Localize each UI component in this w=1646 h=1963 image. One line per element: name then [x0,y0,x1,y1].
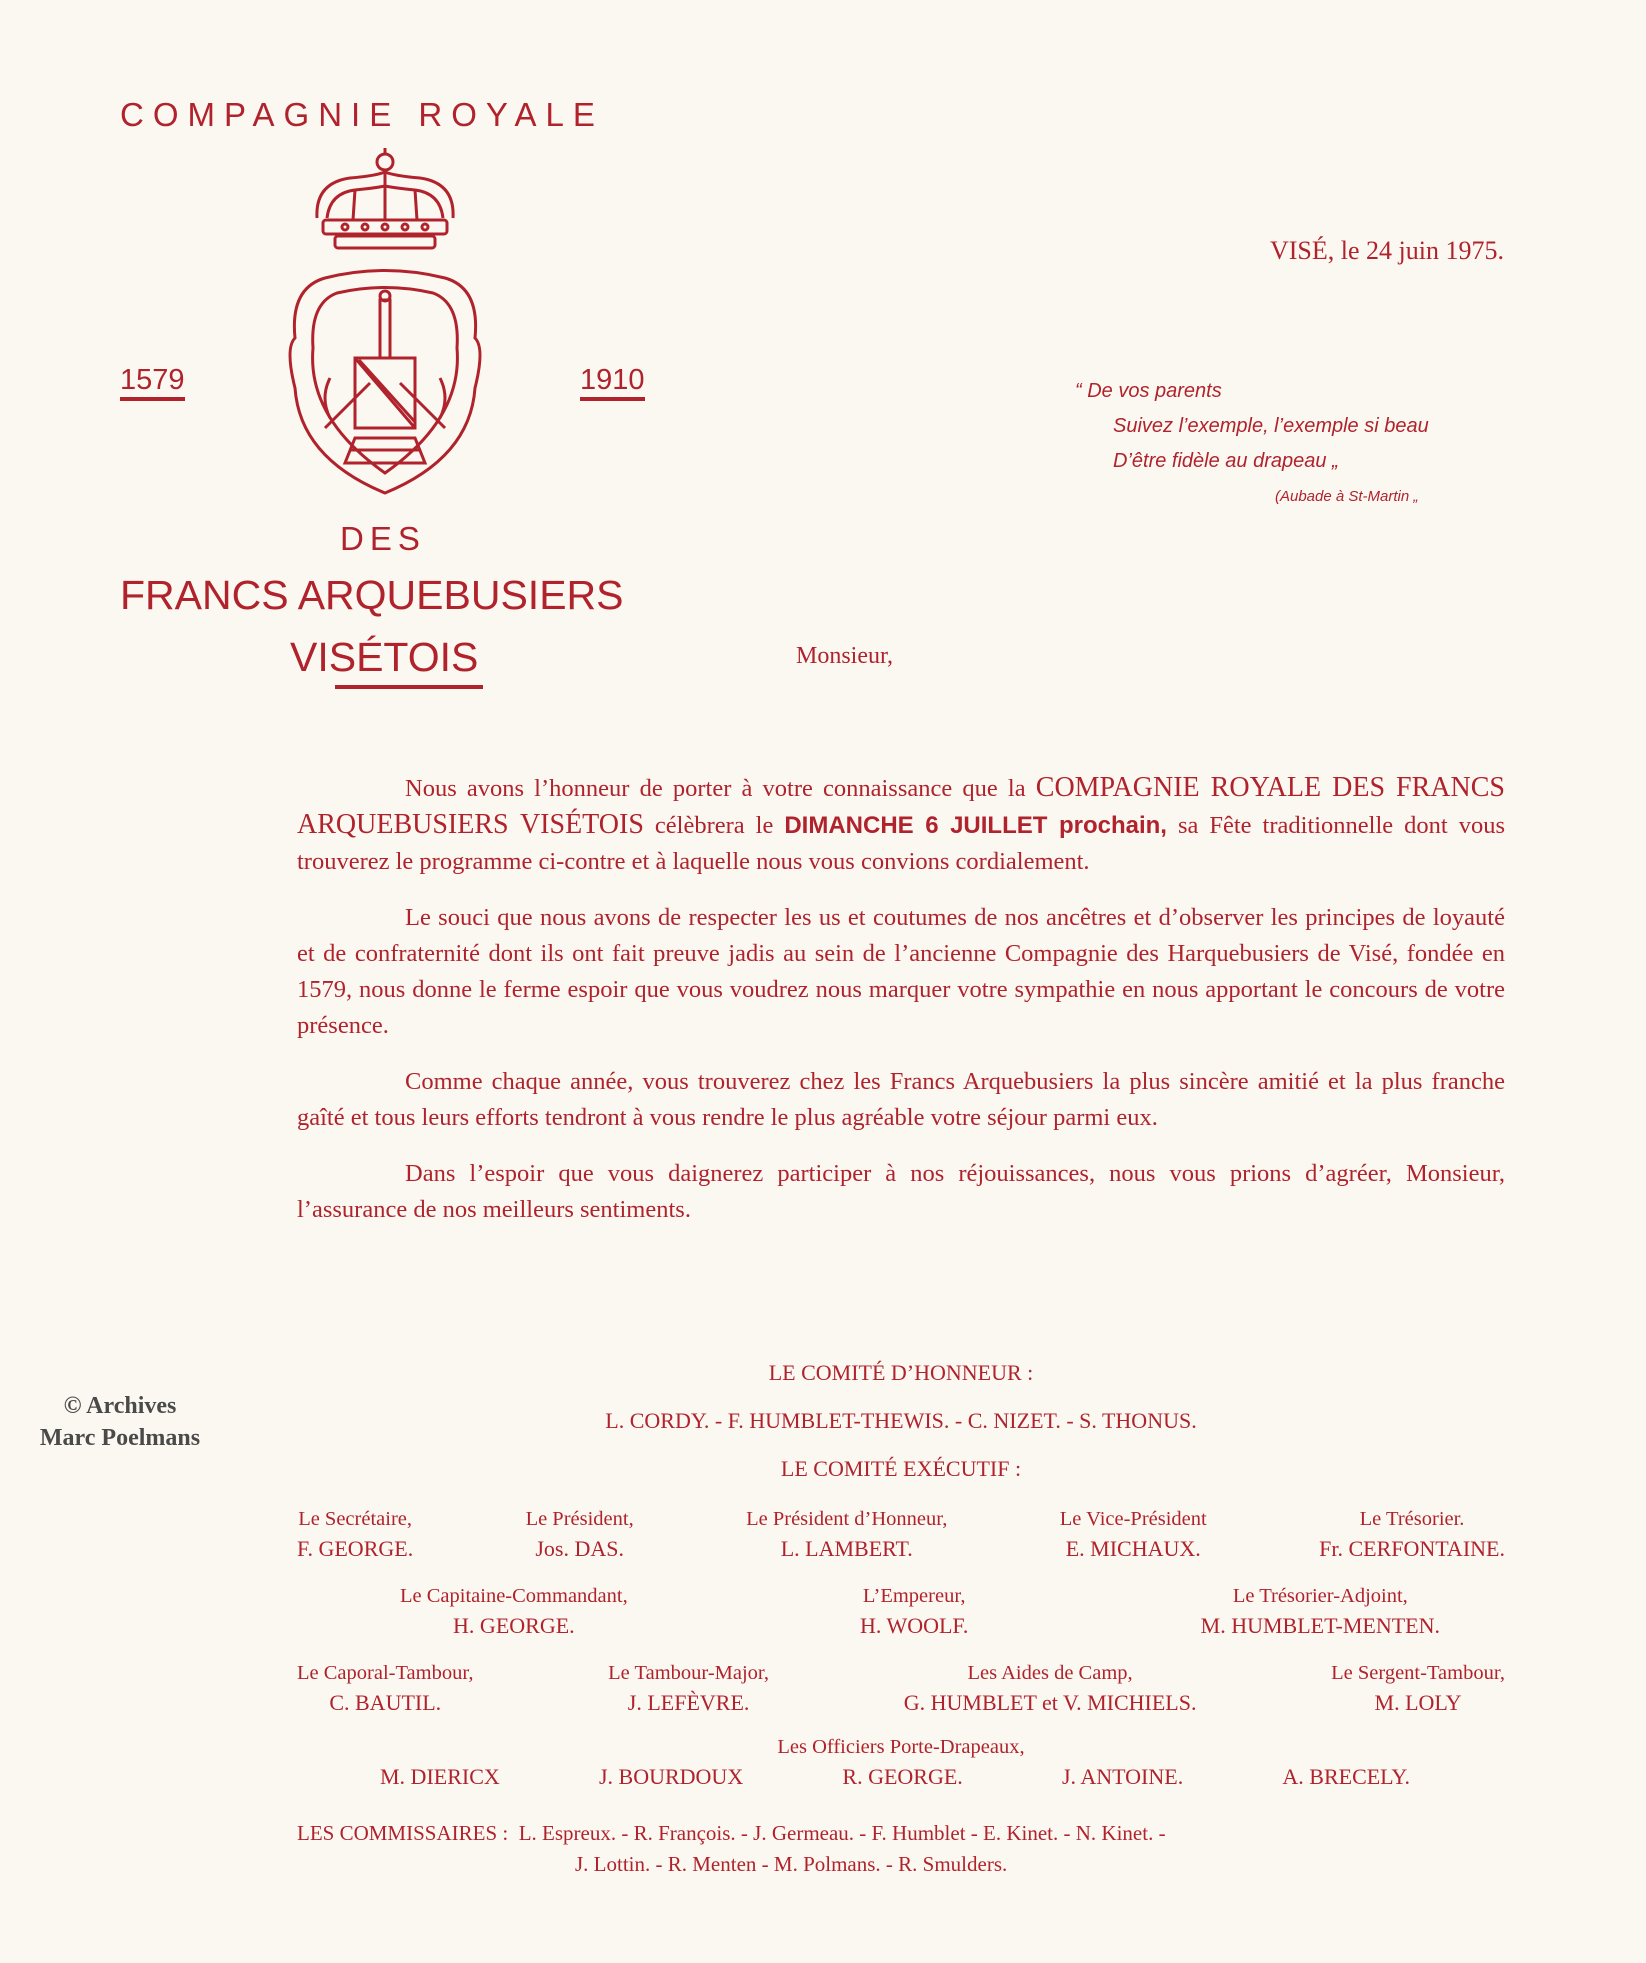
flag-officers-title: Les Officiers Porte-Drapeaux, [777,1736,1025,1758]
p1-company-name: COMPAGNIE ROYALE DES FRANCS ARQUEBUSIERS VISÉTOIS [297,772,1505,840]
member-name: H. WOOLF. [859,1613,969,1638]
honour-committee-title: LE COMITÉ D’HONNEUR : [768,1360,1034,1385]
flag-officer-name: R. GEORGE. [842,1764,963,1789]
commissioners-block [297,1818,1166,1880]
p1-celebrera: célèbrera le [654,812,774,839]
crown-emblem [305,148,465,263]
commissioners-names-1: L. Espreux. - R. François. - J. Germeau. - F. Humblet - E. Kinet. - N. Kinet. - [518,1821,1166,1845]
member-role: Les Aides de Camp, [967,1662,1133,1684]
member-name: J. LEFÈVRE. [627,1690,750,1715]
visetois-underline [335,685,483,689]
letter-body [297,770,1505,1248]
commissioners-line-2: J. Lottin. - R. Menten - M. Polmans. - R. Smulders. [575,1852,1008,1876]
member-name: F. GEORGE. [297,1536,414,1561]
p1-conclusion: sa Fête traditionnelle dont vous trouverez le programme ci-contre et à laquelle nous vous convions cordialement. [297,812,1506,875]
member-role: Le Sergent-Tambour, [1331,1662,1505,1684]
executive-row-2 [400,1582,1440,1640]
flag-officer-name: A. BRECELY. [1282,1764,1410,1789]
member-name: E. MICHAUX. [1065,1536,1201,1561]
member-role: Le Secrétaire, [298,1508,412,1530]
member-name: Jos. DAS. [535,1536,624,1561]
quote-line-3: D’être fidèle au drapeau „ [1113,450,1339,472]
year-left-label: 1579 [120,364,185,396]
member-aides-de-camp [904,1659,1197,1717]
member-name: M. LOLY [1374,1690,1462,1715]
commissioners-line-1 [297,1818,1166,1849]
flag-officers-names [380,1764,1410,1790]
letter-date: VISÉ, le 24 juin 1975. [1270,236,1504,265]
member-president [526,1505,634,1563]
member-captain [400,1582,628,1640]
flag-officer-name: J. ANTOINE. [1061,1764,1184,1789]
honour-committee-names: L. CORDY. - F. HUMBLET-THEWIS. - C. NIZET. - S. THONUS. [605,1408,1197,1433]
member-drum-major [608,1659,769,1717]
member-name: G. HUMBLET et V. MICHIELS. [903,1690,1197,1715]
letterhead-visetois-text: VISÉTOIS [290,634,479,680]
executive-row-1 [297,1505,1505,1563]
member-role: L’Empereur, [862,1585,966,1607]
member-assistant-treasurer [1201,1582,1440,1640]
member-name: C. BAUTIL. [329,1690,442,1715]
member-emperor [860,1582,968,1640]
coat-of-arms-shield [285,268,485,498]
quote-line-1: “ De vos parents [1075,380,1222,402]
member-treasurer [1319,1505,1505,1563]
member-secretary [297,1505,413,1563]
epigraph-quote [1075,374,1429,514]
paragraph-3: Comme chaque année, vous trouverez chez les Francs Arquebusiers la plus sincère amitié et la plus franche gaîté et tous leurs efforts tendront à vous rendre le plus agréable votre séjour parmi eux. [297,1068,1505,1131]
quote-line-2: Suivez l’exemple, l’exemple si beau [1113,415,1429,437]
member-vice-president [1060,1505,1207,1563]
refounding-year [580,364,645,401]
letterhead-name-line2 [290,634,483,689]
year-left-underline [120,397,185,401]
member-role: Le Tambour-Major, [608,1662,770,1684]
flag-officer-name: M. DIERICX [380,1764,500,1789]
paragraph-1 [297,770,1505,880]
commissioners-label: LES COMMISSAIRES : [297,1821,509,1845]
member-name: L. LAMBERT. [780,1536,913,1561]
letterhead-top-line: COMPAGNIE ROYALE [120,96,604,133]
year-right-underline [580,397,645,401]
member-name: Fr. CERFONTAINE. [1319,1536,1505,1561]
executive-row-3 [297,1659,1505,1717]
member-name: H. GEORGE. [453,1613,575,1638]
year-right-label: 1910 [580,364,645,396]
p1-event-date: DIMANCHE 6 JUILLET prochain, [784,812,1167,839]
flag-officer-name: J. BOURDOUX [598,1764,744,1789]
member-role: Le Trésorier-Adjoint, [1232,1585,1408,1607]
member-role: Le Capitaine-Commandant, [400,1585,628,1607]
archive-watermark [20,1390,220,1454]
member-role: Le Caporal-Tambour, [297,1662,474,1684]
member-role: Le Président d’Honneur, [746,1508,948,1530]
letterhead-des: DES [340,520,426,557]
letterhead-name-line1: FRANCS ARQUEBUSIERS [120,572,624,618]
member-name: M. HUMBLET-MENTEN. [1200,1613,1440,1638]
member-role: Le Président, [525,1508,634,1530]
salutation: Monsieur, [796,643,894,669]
member-role: Le Vice-Président [1059,1508,1207,1530]
member-drum-sergeant [1331,1659,1505,1717]
member-drum-corporal [297,1659,473,1717]
paragraph-4: Dans l’espoir que vous daignerez participer à nos réjouissances, nous vous prions d’agréer, Monsieur, l’assurance de nos meilleurs sentiments. [297,1160,1505,1223]
member-role: Le Trésorier. [1359,1508,1465,1530]
member-honorary-president [746,1505,947,1563]
watermark-line-1: © Archives [63,1393,177,1419]
quote-source: (Aubade à St-Martin „ [1275,488,1419,505]
paragraph-2: Le souci que nous avons de respecter les us et coutumes de nos ancêtres et d’observer les principes de loyauté et de confraternité dont ils ont fait preuve jadis au sein de l’ancienne Compagnie des Harquebusiers de Visé, fondée en 1579, nous donne le ferme espoir que vous voudrez nous marquer votre sympathie en nous apportant le concours de votre présence. [297,904,1505,1039]
founding-year [120,364,185,401]
p1-intro: Nous avons l’honneur de porter à votre connaissance que la [405,775,1026,802]
executive-committee-title: LE COMITÉ EXÉCUTIF : [780,1456,1022,1481]
watermark-line-2: Marc Poelmans [39,1425,201,1451]
